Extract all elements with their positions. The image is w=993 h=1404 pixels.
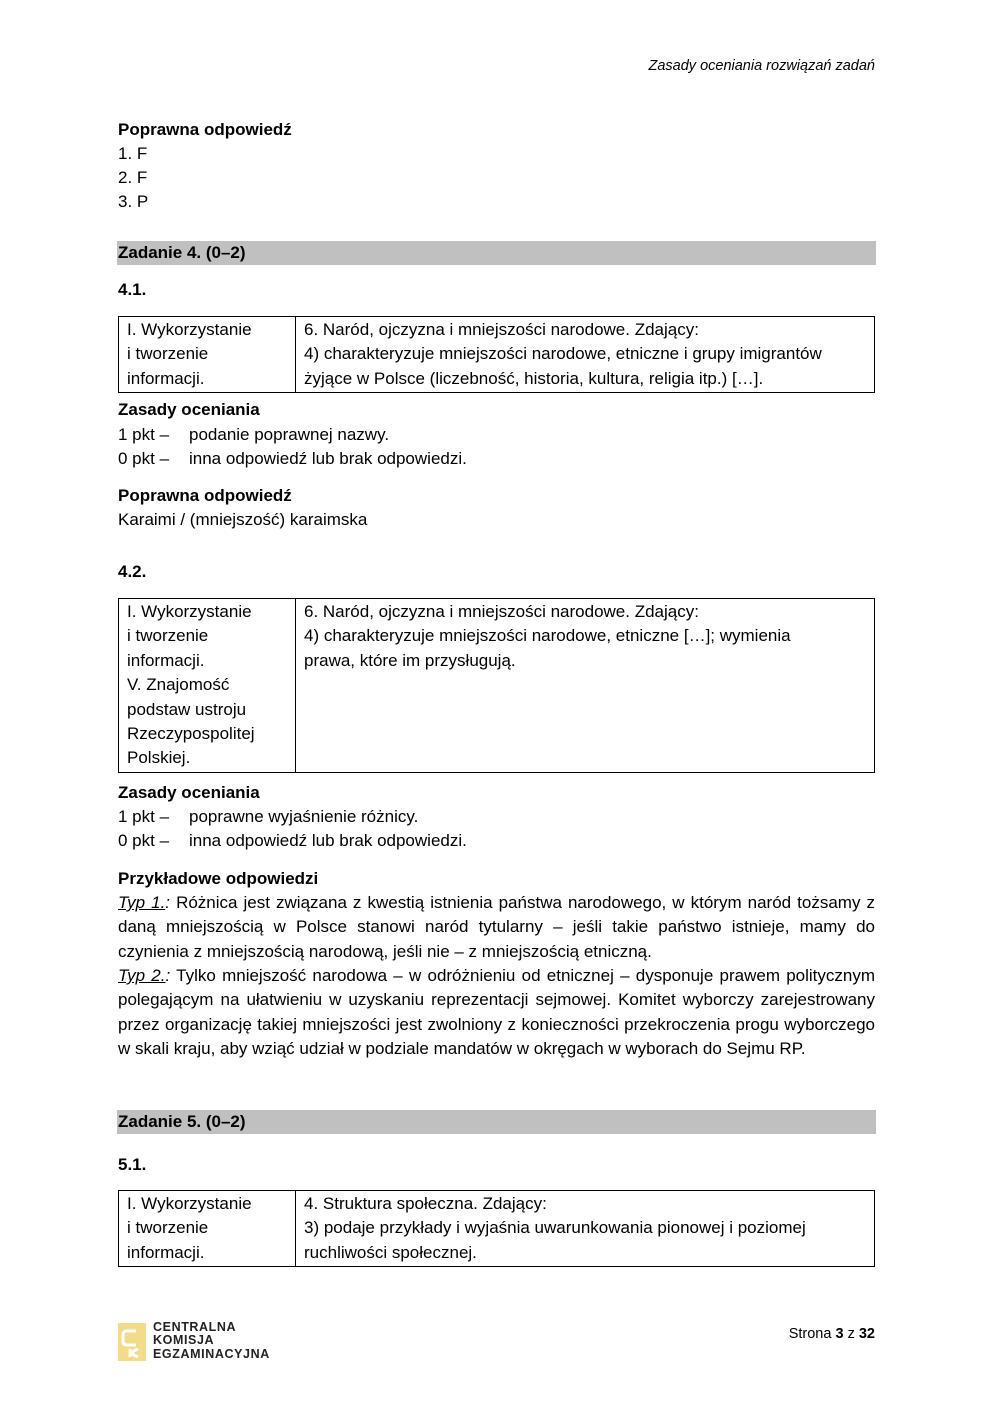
subtask-5-1-label: 5.1. (118, 1155, 147, 1174)
logo-line: EGZAMINACYJNA (153, 1346, 270, 1361)
page-current: 3 (835, 1326, 844, 1342)
req-line: i tworzenie (127, 626, 209, 646)
logo-line: CENTRALNA (153, 1320, 237, 1334)
subtask-4-2-label: 4.2. (118, 562, 147, 581)
logo-line: KOMISJA (153, 1333, 215, 1348)
req-line: 3) podaje przykłady i wyjaśnia uwarunkowania pionowej i poziomej (304, 1218, 806, 1238)
correct-answer-heading: Poprawna odpowiedź (118, 120, 292, 139)
points-label: 0 pkt – (118, 831, 170, 850)
page-prefix: Strona (788, 1326, 832, 1342)
req-line: i tworzenie (127, 344, 209, 364)
requirements-general (119, 317, 296, 393)
rule-text: inna odpowiedź lub brak odpowiedzi. (189, 831, 467, 850)
req-line: Rzeczypospolitej (127, 724, 255, 744)
req-line: 6. Naród, ojczyzna i mniejszości narodowe. Zdający: (304, 320, 699, 339)
req-line: informacji. (127, 650, 205, 670)
req-line: I. Wykorzystanie (127, 602, 252, 621)
scoring-rule (118, 829, 467, 853)
task-5-bar (117, 1110, 876, 1134)
req-line: prawa, które im przysługują. (304, 650, 516, 670)
req-line: informacji. (127, 1242, 205, 1262)
subtask-4-1-label: 4.1. (118, 280, 147, 299)
scoring-rule (118, 423, 389, 447)
task-4-bar (117, 241, 876, 265)
req-line: 6. Naród, ojczyzna i mniejszości narodowe. Zdający: (304, 602, 699, 621)
scoring-rules-heading: Zasady oceniania (118, 400, 260, 419)
type-1-label: Typ 1. (118, 893, 166, 912)
req-line: żyjące w Polsce (liczebność, historia, kultura, religia itp.) […]. (304, 368, 764, 388)
example-answers-heading: Przykładowe odpowiedzi (118, 869, 319, 888)
requirements-table-4-1 (118, 316, 875, 393)
requirements-general (119, 1191, 296, 1267)
req-line: V. Znajomość (127, 675, 230, 695)
scoring-rules-heading: Zasady oceniania (118, 783, 260, 802)
correct-answer-text: Karaimi / (mniejszość) karaimska (118, 510, 368, 529)
points-label: 0 pkt – (118, 449, 170, 468)
task-4-title: Zadanie 4. (0–2) (118, 243, 246, 262)
page-separator: z (847, 1326, 855, 1342)
rule-text: poprawne wyjaśnienie różnicy. (189, 807, 419, 826)
req-line: I. Wykorzystanie (127, 1194, 252, 1213)
points-label: 1 pkt – (118, 807, 170, 826)
example-answer-type-2: Typ 2.: Tylko mniejszość narodowa – w odróżnieniu od etnicznej – dysponuje prawem politycznym polegającym na ułatwieniu w uzyskaniu reprezentacji sejmowej. Komitet wyborczy zarejestrowany przez organizację takiej mniejszości jest zwolniony z konieczności przekroczenia progu wyborczego w skali kraju, aby wziąć udział w podziale mandatów w okręgach w wyborach do Sejmu RP. (118, 966, 876, 1059)
cke-logo (118, 1320, 278, 1364)
running-header: Zasady oceniania rozwiązań zadań (648, 58, 875, 74)
requirements-general (119, 599, 296, 773)
type-2-text: Tylko mniejszość narodowa – w odróżnieniu od etnicznej – dysponuje prawem politycznym polegającym na ułatwieniu w uzyskaniu reprezentacji sejmowej. Komitet wyborczy zarejestrowany przez organizację takiej mniejszości jest zwolniony z konieczności przekroczenia progu wyborczego w skali kraju, aby wziąć udział w podziale mandatów w okręgach w wyborach do Sejmu RP. (118, 966, 876, 1059)
req-line: i tworzenie (127, 1218, 209, 1238)
req-line: 4) charakteryzuje mniejszości narodowe, etniczne […]; wymienia (304, 626, 791, 646)
scoring-rule (118, 805, 418, 829)
cke-logo-text (153, 1321, 270, 1361)
page-total: 32 (858, 1326, 875, 1342)
rule-text: inna odpowiedź lub brak odpowiedzi. (189, 449, 467, 468)
answer-item: 1. F (118, 144, 148, 163)
answer-item: 2. F (118, 168, 148, 187)
requirements-detailed (296, 1191, 875, 1267)
req-line: 4) charakteryzuje mniejszości narodowe, etniczne i grupy imigrantów (304, 344, 822, 364)
req-line: ruchliwości społecznej. (304, 1242, 477, 1262)
task-5-title: Zadanie 5. (0–2) (118, 1112, 246, 1131)
answer-item: 3. P (118, 192, 149, 211)
page-number (789, 1326, 875, 1342)
points-label: 1 pkt – (118, 425, 170, 444)
cke-logo-icon (118, 1323, 146, 1361)
type-2-label: Typ 2. (118, 966, 166, 985)
req-line: 4. Struktura społeczna. Zdający: (304, 1194, 547, 1213)
scoring-rule (118, 447, 467, 471)
req-line: informacji. (127, 368, 205, 388)
req-line: I. Wykorzystanie (127, 320, 252, 339)
req-line: Polskiej. (127, 748, 191, 768)
requirements-table-4-2 (118, 598, 875, 773)
correct-answer-heading: Poprawna odpowiedź (118, 486, 292, 505)
req-line: podstaw ustroju (127, 699, 247, 719)
requirements-table-5-1 (118, 1190, 875, 1267)
type-1-text: Różnica jest związana z kwestią istnienia państwa narodowego, w którym naród tożsamy z daną mniejszością w Polsce stanowi naród tytularny – jeśli takie państwo istnieje, mamy do czynienia z mniejszością narodową, jeśli nie – z mniejszością etniczną. (118, 893, 875, 961)
requirements-detailed (296, 599, 875, 773)
rule-text: podanie poprawnej nazwy. (189, 425, 390, 444)
requirements-detailed (296, 317, 875, 393)
example-answer-type-1: Typ 1.: Różnica jest związana z kwestią istnienia państwa narodowego, w którym naród tożsamy z daną mniejszością w Polsce stanowi naród tytularny – jeśli takie państwo istnieje, mamy do czynienia z mniejszością narodową, jeśli nie – z mniejszością etniczną. (118, 893, 875, 961)
